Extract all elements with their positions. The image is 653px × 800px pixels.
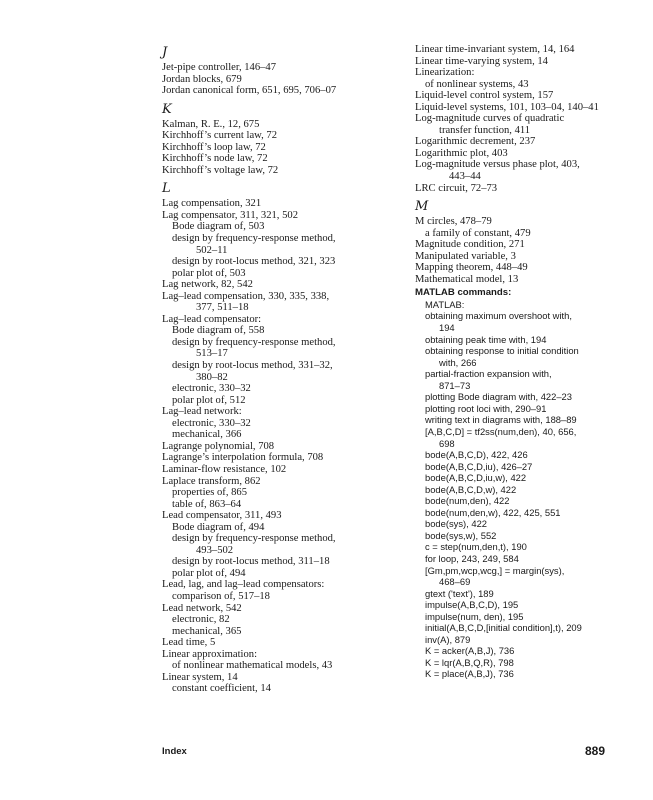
index-entry: Linearization: [415,67,475,79]
index-subentry: design by frequency-response method, [172,233,336,245]
index-subentry: bode(A,B,C,D,iu,w), 422 [425,472,527,484]
index-subentry: 194 [439,322,455,334]
index-subentry: properties of, 865 [172,487,248,499]
footer-page-number: 889 [585,744,606,758]
index-subentry: 443–44 [449,171,481,183]
index-letter-heading: J [162,45,168,60]
index-letter-heading: K [162,101,172,117]
index-entry: Lag network, 82, 542 [162,279,253,291]
index-entry: Lagrange polynomial, 708 [162,440,275,452]
index-entry: Kirchhoff’s current law, 72 [162,130,278,142]
index-entry: Magnitude condition, 271 [415,239,525,251]
index-subentry: K = acker(A,B,J), 736 [425,645,515,657]
index-subentry: of nonlinear systems, 43 [425,78,529,90]
index-entry: Logarithmic decrement, 237 [415,136,536,148]
index-subentry: Bode diagram of, 503 [172,221,265,233]
index-entry: Kirchhoff’s voltage law, 72 [162,164,279,176]
index-entry: Kirchhoff’s loop law, 72 [162,141,266,153]
index-entry: Lead network, 542 [162,602,242,614]
index-entry: Liquid-level systems, 101, 103–04, 140–41 [415,101,599,113]
index-subentry: MATLAB: [425,298,465,310]
index-subentry: design by root-locus method, 331–32, [172,360,333,372]
index-entry: Linear time-varying system, 14 [415,55,548,67]
index-entry: Manipulated variable, 3 [415,250,516,262]
index-entry: Lag–lead compensation, 330, 335, 338, [162,290,330,302]
index-column-right [415,44,635,680]
index-subentry: 698 [439,437,455,449]
footer-section-label: Index [162,746,187,757]
index-subentry: partial-fraction expansion with, [425,368,552,380]
index-subentry: plotting root loci with, 290–91 [425,402,547,414]
index-entry: Linear approximation: [162,648,258,660]
index-entry: Lag–lead network: [162,406,242,418]
index-subentry: [A,B,C,D] = tf2ss(num,den), 40, 656, [425,425,577,437]
index-entry: Jet-pipe controller, 146–47 [162,62,277,73]
index-subentry: obtaining maximum overshoot with, [425,310,572,322]
index-subentry: mechanical, 365 [172,625,242,637]
index-subentry: comparison of, 517–18 [172,590,270,602]
index-subentry: for loop, 243, 249, 584 [425,552,519,564]
index-entry: M circles, 478–79 [415,216,492,228]
index-subentry: mechanical, 366 [172,429,242,441]
index-subentry: c = step(num,den,t), 190 [425,541,527,553]
index-entry: Log-magnitude curves of quadratic [415,113,565,125]
index-subentry: polar plot of, 512 [172,394,246,406]
index-subentry: of nonlinear mathematical models, 43 [172,660,333,672]
index-subentry: design by frequency-response method, [172,533,336,545]
index-subentry: transfer function, 411 [439,124,531,136]
index-subentry: gtext ('text'), 189 [425,587,494,599]
index-subentry: bode(A,B,C,D), 422, 426 [425,449,528,461]
index-subentry: bode(A,B,C,D,iu), 426–27 [425,460,533,472]
index-entry: Lag compensator, 311, 321, 502 [162,209,298,221]
index-subentry: 468–69 [439,576,471,588]
index-subentry: 380–82 [196,371,228,383]
index-entry: Logarithmic plot, 403 [415,147,508,159]
index-subentry: [Gm,pm,wcp,wcg,] = margin(sys), [425,564,565,576]
index-entry: Lag compensation, 321 [162,198,262,210]
index-subentry: impulse(num, den), 195 [425,610,524,622]
index-subentry: 502–11 [196,244,228,256]
index-subentry: Bode diagram of, 558 [172,325,265,337]
index-subentry: bode(sys), 422 [425,518,488,530]
index-entry: Linear system, 14 [162,671,238,683]
index-subentry: plotting Bode diagram with, 422–23 [425,391,572,403]
index-letter-heading: M [415,199,429,215]
index-subentry: obtaining peak time with, 194 [425,333,547,345]
index-entry: Log-magnitude versus phase plot, 403, [415,159,580,171]
index-entry: LRC circuit, 72–73 [415,182,498,194]
index-entry: MATLAB commands: [415,287,512,299]
index-subentry: design by root-locus method, 321, 323 [172,256,336,268]
index-entry: Jordan canonical form, 651, 695, 706–07 [162,85,337,97]
index-entry: Lag–lead compensator: [162,313,262,325]
index-subentry: design by root-locus method, 311–18 [172,556,330,568]
index-entry: Linear time-invariant system, 14, 164 [415,44,575,55]
index-subentry: electronic, 330–32 [172,383,251,395]
index-subentry: polar plot of, 494 [172,567,246,579]
index-subentry: design by frequency-response method, [172,336,336,348]
index-entry: Laplace transform, 862 [162,475,261,487]
index-subentry: K = lqr(A,B,Q,R), 798 [425,656,514,668]
index-subentry: 493–502 [196,544,234,556]
index-subentry: 513–17 [196,348,228,360]
index-entry: Lead compensator, 311, 493 [162,510,282,522]
index-subentry: obtaining response to initial condition [425,345,579,357]
index-entry: Laminar-flow resistance, 102 [162,463,287,475]
index-entry: Mathematical model, 13 [415,273,519,285]
index-subentry: K = place(A,B,J), 736 [425,668,514,680]
index-entry: Kalman, R. E., 12, 675 [162,118,260,130]
index-subentry: constant coefficient, 14 [172,683,271,695]
index-subentry: table of, 863–64 [172,498,242,510]
index-subentry: Bode diagram of, 494 [172,521,265,533]
index-subentry: bode(sys,w), 552 [425,529,497,541]
index-entry: Lead, lag, and lag–lead compensators: [162,579,325,591]
index-entry: Liquid-level control system, 157 [415,90,554,102]
index-subentry: with, 266 [439,356,477,368]
index-subentry: 871–73 [439,379,471,391]
index-subentry: impulse(A,B,C,D), 195 [425,599,519,611]
index-entry: Lagrange’s interpolation formula, 708 [162,452,324,464]
index-subentry: initial(A,B,C,D,[initial condition],t), 209 [425,622,582,634]
index-letter-heading: L [162,181,171,197]
index-entry: Kirchhoff’s node law, 72 [162,153,268,165]
index-subentry: polar plot of, 503 [172,267,246,279]
index-subentry: 377, 511–18 [196,302,249,314]
index-column-left [162,44,402,695]
index-entry: Jordan blocks, 679 [162,73,242,85]
index-subentry: bode(num,den,w), 422, 425, 551 [425,506,561,518]
index-entry: Mapping theorem, 448–49 [415,262,528,274]
index-subentry: bode(A,B,C,D,w), 422 [425,483,517,495]
index-subentry: electronic, 82 [172,614,230,626]
index-entry: Lead time, 5 [162,637,216,649]
index-subentry: inv(A), 879 [425,633,471,645]
index-subentry: writing text in diagrams with, 188–89 [425,414,577,426]
index-subentry: a family of constant, 479 [425,227,531,239]
index-subentry: bode(num,den), 422 [425,495,510,507]
index-subentry: electronic, 330–32 [172,417,251,429]
